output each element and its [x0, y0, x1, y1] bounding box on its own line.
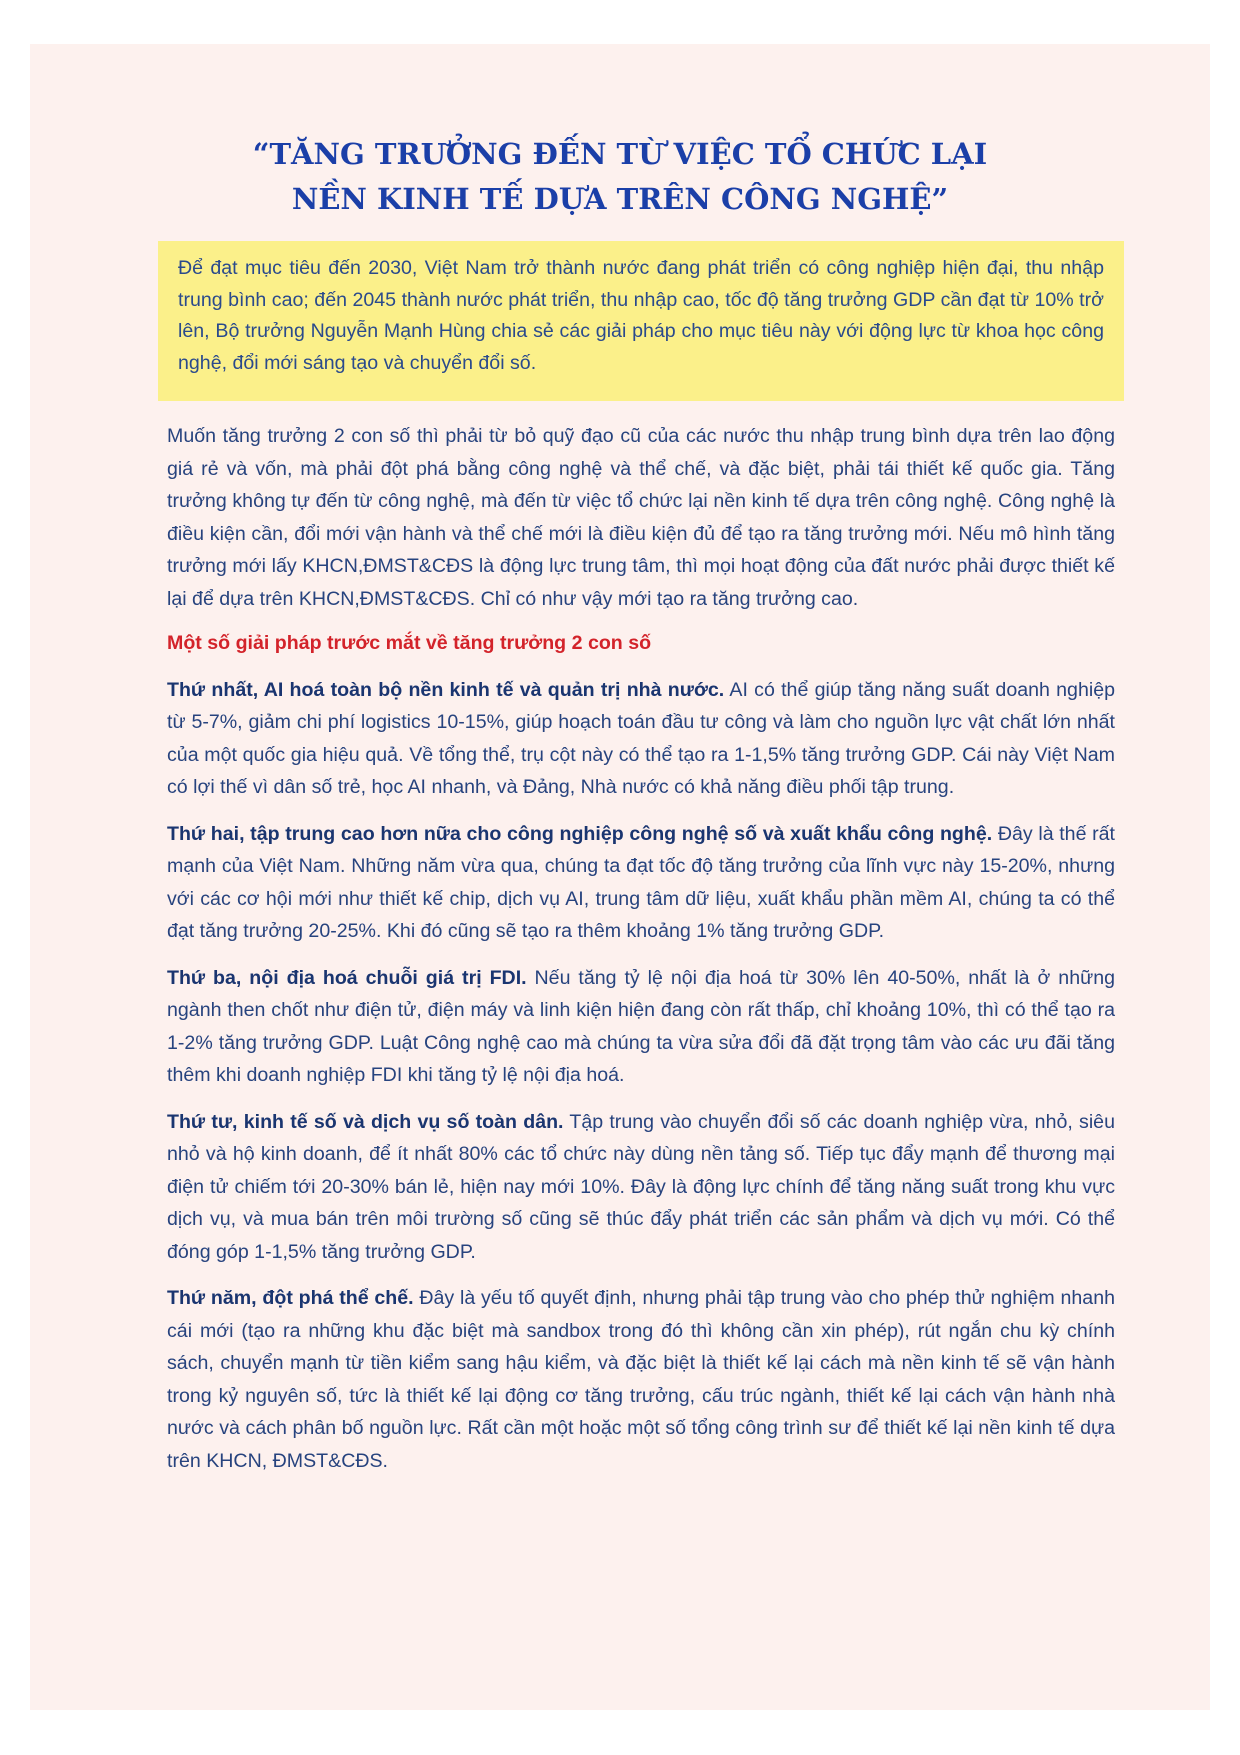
solution-paragraph-5 [167, 1282, 1115, 1477]
solution-text-1: AI có thể giúp tăng năng suất doanh nghiệp từ 5-7%, giảm chi phí logistics 10-15%, giúp hoạch toán đầu tư công và làm cho nguồn lực vật chất lớn nhất của một quốc gia hiệu quả. Về tổng thể, trụ cột này có thể tạo ra 1-1,5% tăng trưởng GDP. Cái này Việt Nam có lợi thế vì dân số trẻ, học AI nhanh, và Đảng, Nhà nước có khả năng điều phối tập trung. [167, 678, 1115, 798]
solution-text-2: Đây là thế rất mạnh của Việt Nam. Những năm vừa qua, chúng ta đạt tốc độ tăng trưởng của lĩnh vực này 15-20%, nhưng với các cơ hội mới như thiết kế chip, dịch vụ AI, trung tâm dữ liệu, xuất khẩu phần mềm AI, chúng ta có thể đạt tăng trưởng 20-25%. Khi đó cũng sẽ tạo ra thêm khoảng 1% tăng trưởng GDP. [167, 822, 1115, 942]
solution-lead-2: Thứ hai, tập trung cao hơn nữa cho công nghiệp công nghệ số và xuất khẩu công nghệ. [167, 822, 993, 845]
solution-paragraph-3 [167, 962, 1115, 1092]
document-page [30, 44, 1210, 1710]
solution-lead-1: Thứ nhất, AI hoá toàn bộ nền kinh tế và quản trị nhà nước. [167, 678, 725, 701]
solution-paragraph-2 [167, 818, 1115, 948]
title-line-1: “TĂNG TRƯỞNG ĐẾN TỪ VIỆC TỔ CHỨC LẠI [252, 137, 988, 171]
intro-paragraph: Muốn tăng trưởng 2 con số thì phải từ bỏ quỹ đạo cũ của các nước thu nhập trung bình dựa trên lao động giá rẻ và vốn, mà phải đột phá bằng công nghệ và thể chế, và đặc biệt, phải tái thiết kế quốc gia. Tăng trưởng không tự đến từ công nghệ, mà đến từ việc tổ chức lại nền kinh tế dựa trên công nghệ. Công nghệ là điều kiện cần, đổi mới vận hành và thể chế mới là điều kiện đủ để tạo ra tăng trưởng mới. Nếu mô hình tăng trưởng mới lấy KHCN,ĐMST&CĐS là động lực trung tâm, thì mọi hoạt động của đất nước phải được thiết kế lại để dựa trên KHCN,ĐMST&CĐS. Chỉ có như vậy mới tạo ra tăng trưởng cao. [167, 425, 1115, 610]
solution-paragraph-1 [167, 674, 1115, 804]
solution-paragraph-4 [167, 1106, 1115, 1269]
solution-lead-3: Thứ ba, nội địa hoá chuỗi giá trị FDI. [167, 966, 527, 989]
section-heading: Một số giải pháp trước mắt về tăng trưởng 2 con số [167, 632, 652, 654]
title-line-2: NỀN KINH TẾ DỰA TRÊN CÔNG NGHỆ” [291, 182, 949, 216]
solution-text-4: Tập trung vào chuyển đổi số các doanh nghiệp vừa, nhỏ, siêu nhỏ và hộ kinh doanh, để ít nhất 80% các tổ chức này dùng nền tảng số. Tiếp tục đẩy mạnh để thương mại điện tử chiếm tới 20-30% bán lẻ, hiện nay mới 10%. Đây là động lực chính để tăng năng suất trong khu vực dịch vụ, và mua bán trên môi trường số cũng sẽ thúc đẩy phát triển các sản phẩm và dịch vụ mới. Có thể đóng góp 1-1,5% tăng trưởng GDP. [167, 1110, 1115, 1263]
solution-text-5: Đây là yếu tố quyết định, nhưng phải tập trung vào cho phép thử nghiệm nhanh cái mới (tạo ra những khu đặc biệt mà sandbox trong đó thì không cần xin phép), rút ngắn chu kỳ chính sách, chuyển mạnh từ tiền kiểm sang hậu kiểm, và đặc biệt là thiết kế lại cách mà nền kinh tế sẽ vận hành trong kỷ nguyên số, tức là thiết kế lại động cơ tăng trưởng, cấu trúc ngành, thiết kế lại cách vận hành nhà nước và cách phân bố nguồn lực. Rất cần một hoặc một số tổng công trình sư để thiết kế lại nền kinh tế dựa trên KHCN, ĐMST&CĐS. [167, 1287, 1115, 1472]
solution-text-3: Nếu tăng tỷ lệ nội địa hoá từ 30% lên 40-50%, nhất là ở những ngành then chốt như điện tử, điện máy và linh kiện hiện đang còn rất thấp, chỉ khoảng 10%, thì có thể tạo ra 1-2% tăng trưởng GDP. Luật Công nghệ cao mà chúng ta vừa sửa đổi đã đặt trọng tâm vào các ưu đãi tăng thêm khi doanh nghiệp FDI khi tăng tỷ lệ nội địa hoá. [167, 966, 1115, 1086]
lead-summary-box: Để đạt mục tiêu đến 2030, Việt Nam trở thành nước đang phát triển có công nghiệp hiện đại, thu nhập trung bình cao; đến 2045 thành nước phát triển, thu nhập cao, tốc độ tăng trưởng GDP cần đạt từ 10% trở lên, Bộ trưởng Nguyễn Mạnh Hùng chia sẻ các giải pháp cho mục tiêu này với động lực từ khoa học công nghệ, đổi mới sáng tạo và chuyển đổi số. [158, 241, 1124, 401]
solution-lead-4: Thứ tư, kinh tế số và dịch vụ số toàn dân. [167, 1110, 564, 1133]
page-title [30, 132, 1210, 222]
article-body [167, 420, 1115, 1491]
solution-lead-5: Thứ năm, đột phá thể chế. [167, 1287, 414, 1309]
